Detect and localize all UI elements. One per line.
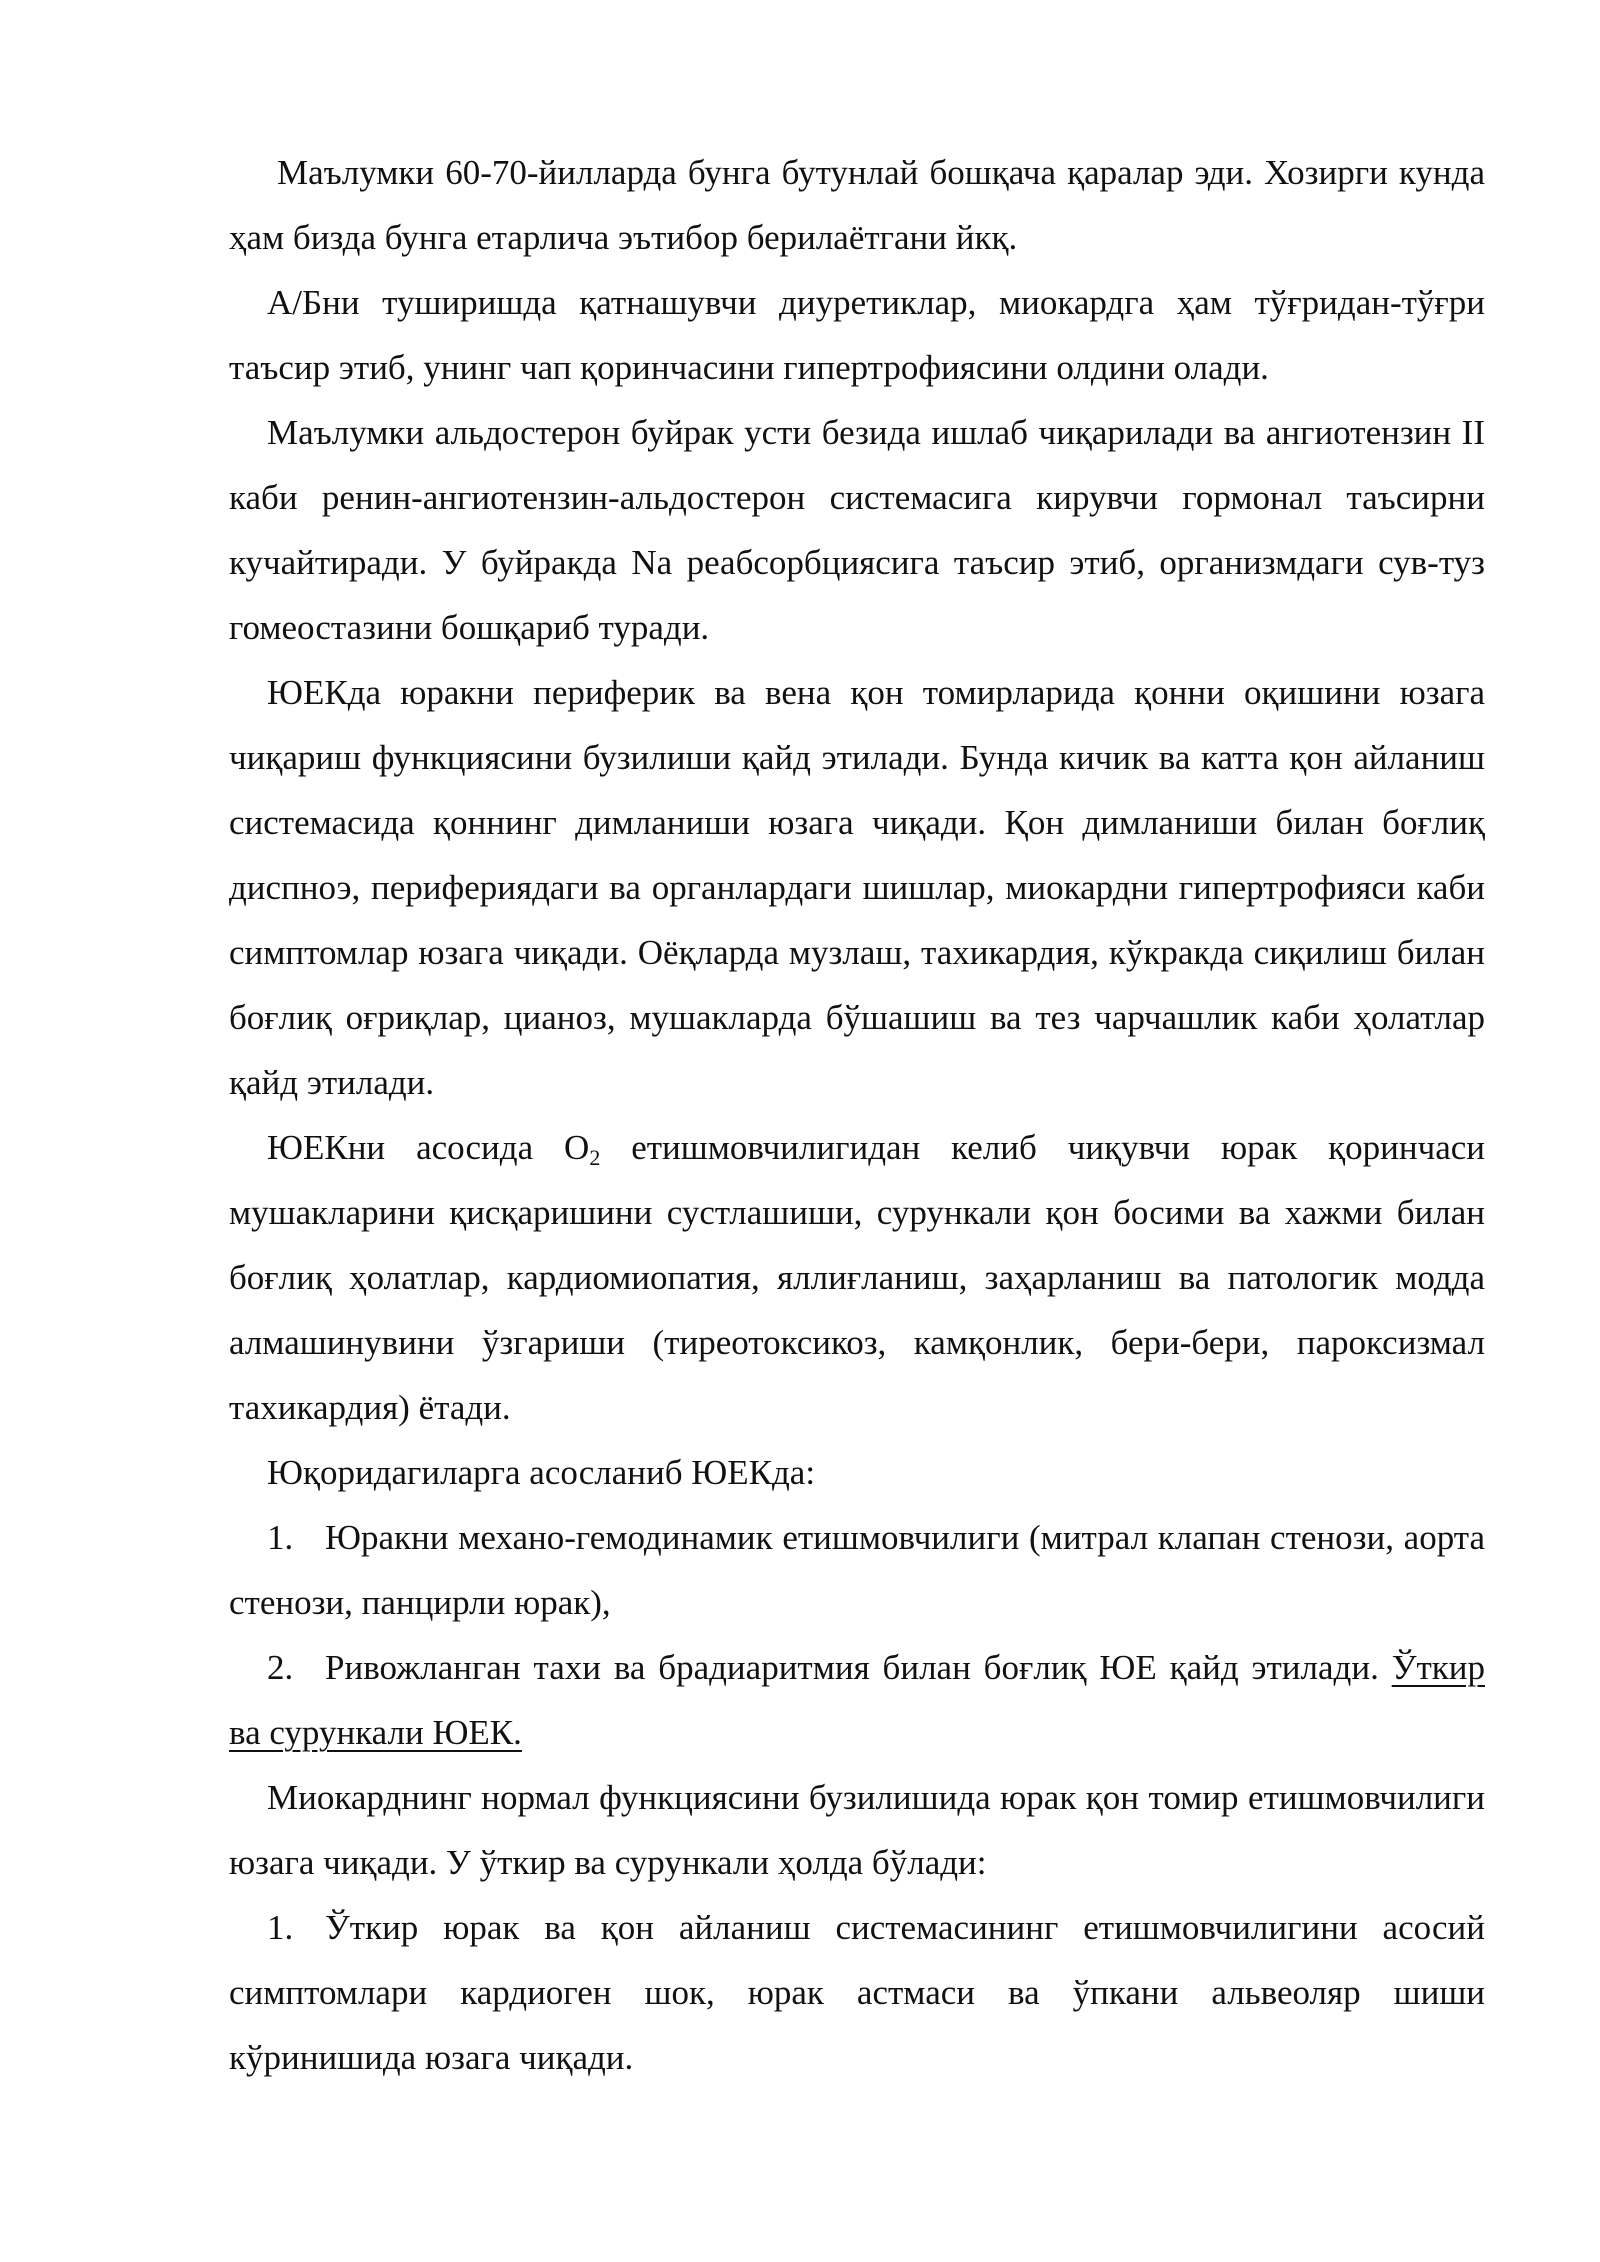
list-item-1 (229, 1505, 1485, 1635)
paragraph-4: ЮЕКда юракни периферик ва вена қон томирларида қонни оқишини юзага чиқариш функциясини бузилиши қайд этилади. Бунда кичик ва катта қон айланиш системасида қоннинг димланиши юзага чиқади. Қон димланиши билан боғлиқ диспноэ, перифериядаги ва органлардаги шишлар, миокардни гипертрофияси каби симптомлар юзага чиқади. Оёқларда музлаш, тахикардия, кўкракда сиқилиш билан боғлиқ оғриқлар, цианоз, мушакларда бўшашиш ва тез чарчашлик каби ҳолатлар қайд этилади. (229, 673, 1485, 1102)
list-item-2 (229, 1635, 1485, 1765)
list-number: 1. (267, 1908, 294, 1947)
paragraph-3: Маълумки альдостерон буйрак усти безида ишлаб чиқарилади ва ангиотензин II каби ренин-ангиотензин-альдостерон системасига кирувчи гормонал таъсирни кучайтиради. У буйракда Na реабсорбциясига таъсир этиб, организмдаги сув-туз гомеостазини бошқариб туради. (229, 413, 1485, 647)
paragraph-5-rest: етишмовчилигидан келиб чиқувчи юрак қоринчаси мушакларини қисқаришини сустлашиши, сурункали қон босими ва хажми билан боғлиқ ҳолатлар, кардиомиопатия, яллиғланиш, заҳарланиш ва патологик модда алмашинувини ўзгариши (тиреотоксикоз, камқонлик, бери-бери, пароксизмал тахикардия) ётади. (229, 1128, 1485, 1427)
list-item-3 (229, 1895, 1485, 2090)
paragraph-7: Миокарднинг нормал функциясини бузилишида юрак қон томир етишмовчилиги юзага чиқади. У ўткир ва сурункали ҳолда бўлади: (229, 1778, 1485, 1882)
subscript-2: 2 (589, 1145, 601, 1170)
paragraph-6: Юқоридагиларга асосланиб ЮЕКда: (267, 1453, 816, 1492)
paragraph-2: А/Бни туширишда қатнашувчи диуретиклар, миокардга ҳам тўғридан-тўғри таъсир этиб, унинг чап қоринчасини гипертрофиясини олдини олади. (229, 283, 1485, 387)
document-body (229, 140, 1485, 2090)
section-heading: Ўткир ва сурункали ЮЕК. (229, 1648, 1485, 1752)
list-number: 1. (267, 1518, 294, 1557)
paragraph-5-start: ЮЕКни асосида О (267, 1128, 590, 1167)
list-item-text: Ривожланган тахи ва брадиаритмия билан боғлиқ ЮЕ қайд этилади. (325, 1648, 1379, 1687)
list-item-text: Ўткир юрак ва қон айланиш системасининг етишмовчилигини асосий симптомлари кардиоген шок, юрак астмаси ва ўпкани альвеоляр шиши кўринишида юзага чиқади. (229, 1908, 1485, 2077)
list-item-text: Юракни механо-гемодинамик етишмовчилиги (митрал клапан стенози, аорта стенози, панцирли юрак), (229, 1518, 1485, 1622)
paragraph-1: Маълумки 60-70-йилларда бунга бутунлай бошқача қаралар эди. Хозирги кунда ҳам бизда бунга етарлича эътибор берилаётгани йкқ. (229, 153, 1485, 257)
paragraph-5 (229, 1115, 1485, 1440)
list-number: 2. (267, 1648, 294, 1687)
